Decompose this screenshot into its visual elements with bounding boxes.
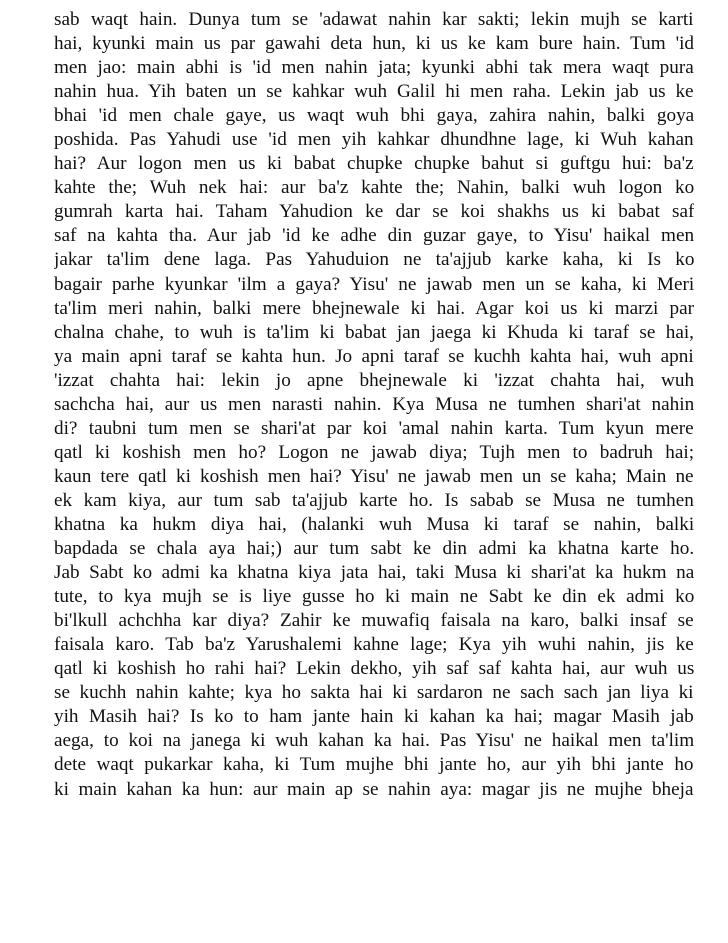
text-line: qatl ki koshish ho rahi hai? Lekin dekho, yih saf saf kahta hai, aur wuh us [54,658,694,680]
text-line: dete waqt pukarkar kaha, ki Tum mujhe bhi jante ho, aur yih bhi jante ho [54,754,694,776]
text-line: ya main apni taraf se kahta hun. Jo apni taraf se kuchh kahta hai, wuh apni [54,345,694,367]
text-line: jakar ta'lim dene laga. Pas Yahuduion ne ta'ajjub karke kaha, ki Is ko [54,249,694,271]
text-line: 'izzat chahta hai: lekin jo apne bhejnewale ki 'izzat chahta hai, wuh [54,369,694,391]
text-line: hai, kyunki main us par gawahi deta hun, ki us ke kam bure hain. Tum 'id [54,33,694,55]
text-line: bagair parhe kyunkar 'ilm a gaya? Yisu' ne jawab men un se kaha, ki Meri [54,273,694,295]
text-line: ki main kahan ka hun: aur main ap se nahin aya: magar jis ne mujhe bheja [54,778,694,800]
text-line: khatna ka hukm diya hai, (halanki wuh Musa ki taraf se nahin, balki [54,513,694,535]
text-line: tute, to kya mujh se is liye gusse ho ki main ne Sabt ke din ek admi ko [54,586,694,608]
text-line: ta'lim meri nahin, balki mere bhejnewale ki hai. Agar koi us ki marzi par [54,297,694,319]
text-line: poshida. Pas Yahudi use 'id men yih kahkar dhundhne lage, ki Wuh kahan [54,129,694,151]
text-line: sachcha hai, aur us men narasti nahin. Kya Musa ne tumhen shari'at nahin [54,393,694,415]
text-line: men jao: main abhi is 'id men nahin jata; kyunki abhi tak mera waqt pura [54,57,694,79]
text-line: se kuchh nahin kahte; kya ho sakta hai ki sardaron ne sach sach jan liya ki [54,682,694,704]
text-line: bi'lkull achchha kar diya? Zahir ke muwafiq faisala na karo, balki insaf se [54,610,694,632]
text-line: hai? Aur logon men us ki babat chupke chupke bahut si guftgu hui: ba'z [54,153,694,175]
text-line: kahte the; Wuh nek hai: aur ba'z kahte the; Nahin, balki wuh logon ko [54,177,694,199]
text-line: kaun tere qatl ki koshish men hai? Yisu' ne jawab men un se kaha; Main ne [54,465,694,487]
body-text [54,8,694,802]
text-line: di? taubni tum men se shari'at par koi 'amal nahin karta. Tum kyun mere [54,417,694,439]
text-line: qatl ki koshish men ho? Logon ne jawab diya; Tujh men to badruh hai; [54,441,694,463]
text-line: gumrah karta hai. Taham Yahudion ke dar se koi shakhs us ki babat saf [54,201,694,223]
text-line: bhai 'id men chale gaye, us waqt wuh bhi gaya, zahira nahin, balki goya [54,105,694,127]
text-line: saf na kahta tha. Aur jab 'id ke adhe din guzar gaye, to Yisu' haikal men [54,225,694,247]
text-line: sab waqt hain. Dunya tum se 'adawat nahin kar sakti; lekin mujh se karti [54,9,694,30]
text-line: yih Masih hai? Is ko to ham jante hain ki kahan ka hai; magar Masih jab [54,706,694,728]
text-line: faisala karo. Tab ba'z Yarushalemi kahne lage; Kya yih wuhi nahin, jis ke [54,634,694,656]
text-line: Jab Sabt ko admi ka khatna kiya jata hai, taki Musa ki shari'at ka hukm na [54,562,694,584]
text-line: nahin hua. Yih baten un se kahkar wuh Galil hi men raha. Lekin jab us ke [54,81,694,103]
text-line: chalna chahe, to wuh is ta'lim ki babat jan jaega ki Khuda ki taraf se hai, [54,321,694,343]
text-line: bapdada se chala aya hai;) aur tum sabt ke din admi ka khatna karte ho. [54,538,694,560]
text-line: aega, to koi na janega ki wuh kahan ka hai. Pas Yisu' ne haikal men ta'lim [54,730,694,752]
text-line: ek kam kiya, aur tum sab ta'ajjub karte ho. Is sabab se Musa ne tumhen [54,489,694,511]
